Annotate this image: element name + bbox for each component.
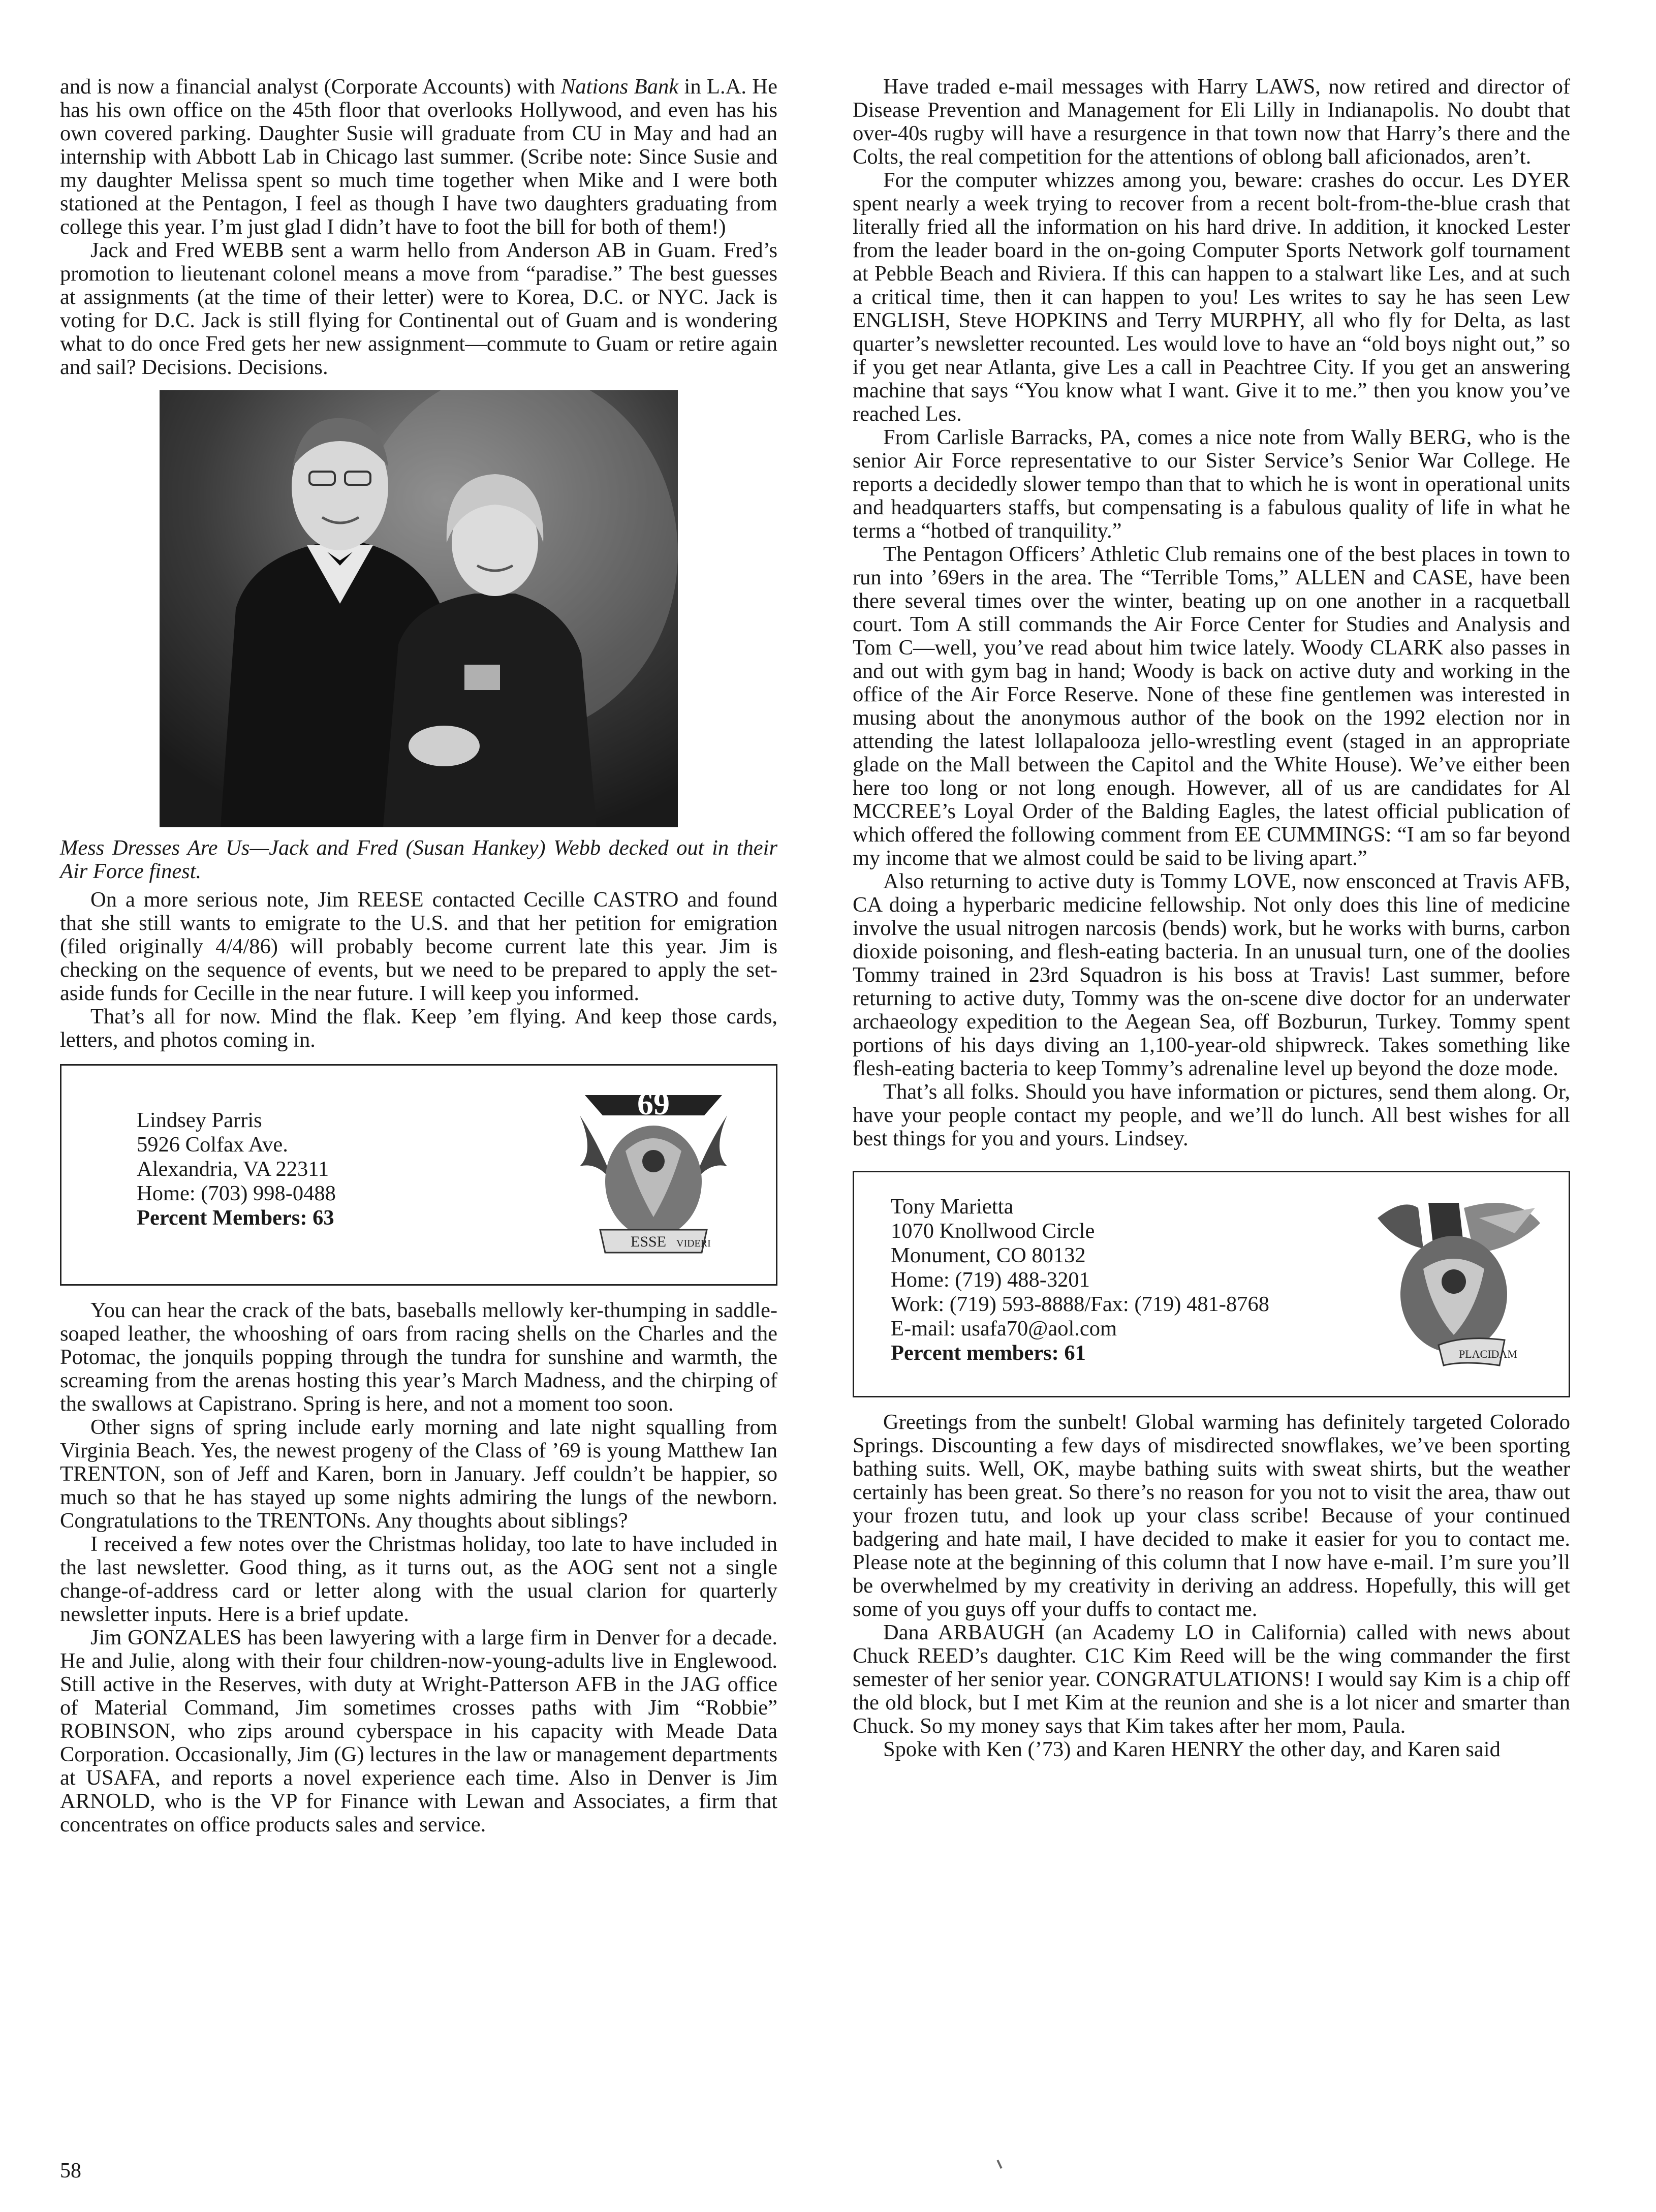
paragraph: Spoke with Ken (’73) and Karen HENRY the other day, and Karen said	[883, 1737, 1501, 1761]
left-column	[60, 75, 777, 1836]
text-run: in L.A. He has his own office on the 45th floor that overlooks Hollywood, and even has his own covered parking. Daughter Susie will graduate from CU in May and had an internship with Abbott Lab in Chicago last summer. (Scribe note: Since Susie and my daughter Melissa spent so much time together when Mike and I were both stationed at the Pentagon, I feel as though I have two daughters graduating from college this year. I’m just glad I didn’t have to foot the bill for both of them!)	[60, 75, 777, 239]
paragraph: That’s all folks. Should you have information or pictures, send them along. Or, have your people contact my people, and we’ll do lunch. All best wishes for all best things for you and yours. Lindsey.	[853, 1080, 1570, 1150]
contact-info	[137, 1108, 336, 1230]
paragraph: I received a few notes over the Christmas holiday, too late to have included in the last newsletter. Good thing, as it turns out, as the AOG sent not a single change-of-address card or letter along with the usual clarion for quarterly newsletter inputs. Here is a brief update.	[60, 1532, 777, 1626]
percent-members: Percent members: 61	[891, 1341, 1086, 1365]
paragraph: You can hear the crack of the bats, baseballs mellowly ker-thumping in saddle-soaped leather, the whooshing of oars from racing shells on the Charles and the Potomac, the jonquils popping through the tundra for sunshine and warmth, the screaming from the arenas hosting this year’s March Madness, and the chirping of the swallows at Capistrano. Spring is here, and not a moment too soon.	[60, 1298, 777, 1416]
percent-members: Percent Members: 63	[137, 1206, 334, 1230]
contact-info	[891, 1195, 1269, 1365]
class-crest-icon	[570, 1085, 737, 1268]
contact-name: Lindsey Parris	[137, 1108, 262, 1132]
paragraph: Greetings from the sunbelt! Global warming has definitely targeted Colorado Springs. Discounting a few days of misdirected snowflakes, we’ve been sporting bathing suits. Well, OK, maybe bathing suits with sweat shirts, but the weather certainly has been great. So there’s no reason for you not to visit the area, thaw out your frozen tutu, and look up your class scribe! Because of your continued badgering and hate mail, I have decided to make it easier for you to contact me. Please note at the beginning of this column that I now have e-mail. I’m sure you’ll be overwhelmed by my creativity in deriving an address. Hopefully, this will get some of you guys off your duffs to contact me.	[853, 1410, 1570, 1621]
paragraph: Jim GONZALES has been lawyering with a large firm in Denver for a decade. He and Julie, along with their four children-now-young-adults live in Englewood. Still active in the Reserves, with duty at Wright-Patterson AFB in the JAG office of Material Command, Jim sometimes crosses paths with Jim “Robbie” ROBINSON, who zips around cyberspace in his capacity with Meade Data Corporation. Occasionally, Jim (G) lectures in the law or management departments at USAFA, and reports a novel experience each time. Also in Denver is Jim ARNOLD, who is the VP for Finance with Lewan and Associates, a firm that concentrates on office products sales and service.	[60, 1626, 777, 1836]
paragraph: On a more serious note, Jim REESE contacted Cecille CASTRO and found that she still wants to emigrate to the U.S. and that her petition for emigration (filed originally 4/4/86) will probably become current late this year. Jim is checking on the sequence of events, but we need to be prepared to apply the set-aside funds for Cecille in the near future. I will keep you informed.	[60, 888, 777, 1005]
crest-year: 69	[637, 1085, 670, 1121]
paragraph: Dana ARBAUGH (an Academy LO in California) called with news about Chuck REED’s daughter. C1C Kim Reed will be the wing commander the first semester of her senior year. CONGRATULATIONS! I would say Kim is a chip off the old block, but I met Kim at the reunion and she is a lot nicer and smarter than Chuck. So my money says that Kim takes after her mom, Paula.	[853, 1621, 1570, 1738]
contact-name: Tony Marietta	[891, 1195, 1014, 1219]
paragraph: Jack and Fred WEBB sent a warm hello from Anderson AB in Guam. Fred’s promotion to lieutenant colonel means a move from “paradise.” The best guesses at assignments (at the time of their letter) were to Korea, D.C. or NYC. Jack is voting for D.C. Jack is still flying for Continental out of Guam and is wondering what to do once Fred gets her new assignment—commute to Guam or retire again and sail? Decisions. Decisions.	[60, 238, 777, 379]
crest-motto: PLACIDAM	[1459, 1348, 1517, 1360]
right-column	[853, 75, 1570, 1761]
contact-email: E-mail: usafa70@aol.com	[891, 1317, 1117, 1341]
contact-street: 5926 Colfax Ave.	[137, 1133, 288, 1157]
contact-phone: Home: (703) 998-0488	[137, 1181, 336, 1205]
contact-box-lindsey	[60, 1064, 777, 1286]
photo-caption: Mess Dresses Are Us—Jack and Fred (Susan Hankey) Webb decked out in their Air Force finest.	[60, 836, 777, 883]
contact-work-phone: Work: (719) 593-8888/Fax: (719) 481-8768	[891, 1292, 1269, 1316]
photo-webb-couple	[160, 390, 678, 827]
paragraph: That’s all for now. Mind the flak. Keep ’em flying. And keep those cards, letters, and photos coming in.	[60, 1005, 777, 1052]
text-run-italic: Nations Bank	[561, 75, 679, 99]
paragraph: From Carlisle Barracks, PA, comes a nice note from Wally BERG, who is the senior Air Force representative to our Sister Service’s Senior War College. He reports a decidedly slower tempo than that to which he is wont in operational units and headquarters staffs, but compensating is a fabulous quality of life in what he terms a “hotbed of tranquility.”	[853, 425, 1570, 543]
contact-street: 1070 Knollwood Circle	[891, 1219, 1095, 1243]
contact-box-tony	[853, 1171, 1570, 1397]
contact-home-phone: Home: (719) 488-3201	[891, 1268, 1090, 1292]
text-run: and is now a financial analyst (Corporate Accounts) with	[60, 75, 561, 99]
paragraph: Also returning to active duty is Tommy LOVE, now ensconced at Travis AFB, CA doing a hyperbaric medicine fellowship. Not only does this line of medicine involve the usual nitrogen narcosis (bends) work, but he works with burns, carbon dioxide poisoning, and flesh-eating bacteria. In an unusual turn, one of the doolies Tommy trained in 23rd Squadron is his boss at Travis! Last summer, before returning to active duty, Tommy was the on-scene dive doctor for an underwater archaeology expedition to the Aegean Sea, off Bozburun, Turkey. Tommy spent portions of his days diving an 1,100-year-old shipwreck. Takes something like flesh-eating bacteria to keep Tommy’s adrenaline level up beyond the doze mode.	[853, 869, 1570, 1080]
paragraph: The Pentagon Officers’ Athletic Club remains one of the best places in town to run into ’69ers in the area. The “Terrible Toms,” ALLEN and CASE, have been there several times over the winter, beating up on one another in a racquetball court. Tom A still commands the Air Force Center for Studies and Analysis and Tom C—well, you’ve read about him twice lately. Woody CLARK also passes in and out with gym bag in hand; Woody is back on active duty and working in the office of the Air Force Reserve. None of these fine gentlemen was interested in musing about the anonymous author of the book on the 1992 election nor in attending the latest lollapalooza jello-wrestling event (staged in an appropriate glade on the Mall between the Capitol and the White House). We’ve either been here too long or not long enough. However, all of us are candidates for Al MCCREE’s Loyal Order of the Balding Eagles, the latest official publication of which offered the following comment from EE CUMMINGS: “I am so far beyond my income that we almost could be said to be living apart.”	[853, 542, 1570, 870]
paragraph: Other signs of spring include early morning and late night squalling from Virginia Beach. Yes, the newest progeny of the Class of ’69 is young Matthew Ian TRENTON, son of Jeff and Karen, born in January. Jeff couldn’t be happier, so much so that he has stayed up some nights admiring the lungs of the newborn. Congratulations to the TRENTONs. Any thoughts about siblings?	[60, 1415, 777, 1533]
page-number: 58	[60, 2159, 81, 2183]
scan-mark	[996, 2160, 1002, 2169]
crest-motto: ESSE	[631, 1233, 667, 1250]
class-crest-icon	[1362, 1188, 1550, 1386]
crest-motto-2: VIDERI	[676, 1238, 711, 1249]
contact-city: Alexandria, VA 22311	[137, 1157, 329, 1181]
photo-image	[160, 390, 678, 827]
contact-city: Monument, CO 80132	[891, 1243, 1086, 1267]
paragraph: Have traded e-mail messages with Harry LAWS, now retired and director of Disease Prevention and Management for Eli Lilly in Indianapolis. No doubt that over-40s rugby will have a resurgence in that town now that Harry’s there and the Colts, the real competition for the attentions of oblong ball aficionados, aren’t.	[853, 75, 1570, 169]
paragraph: For the computer whizzes among you, beware: crashes do occur. Les DYER spent nearly a week trying to recover from a recent bolt-from-the-blue crash that literally fried all the information on his hard drive. In addition, it knocked Lester from the leader board in the on-going Computer Sports Network golf tournament at Pebble Beach and Riviera. If this can happen to a stalwart like Les, and at such a critical time, then it can happen to you! Les writes to say he has seen Lew ENGLISH, Steve HOPKINS and Terry MURPHY, all who fly for Delta, as last quarter’s newsletter recounted. Les would love to have an “old boys night out,” so if you get near Atlanta, give Les a call in Peachtree City. If you get an answering machine that says “You know what I want. Give it to me.” then you know you’ve reached Les.	[853, 168, 1570, 426]
paragraph	[60, 75, 777, 239]
